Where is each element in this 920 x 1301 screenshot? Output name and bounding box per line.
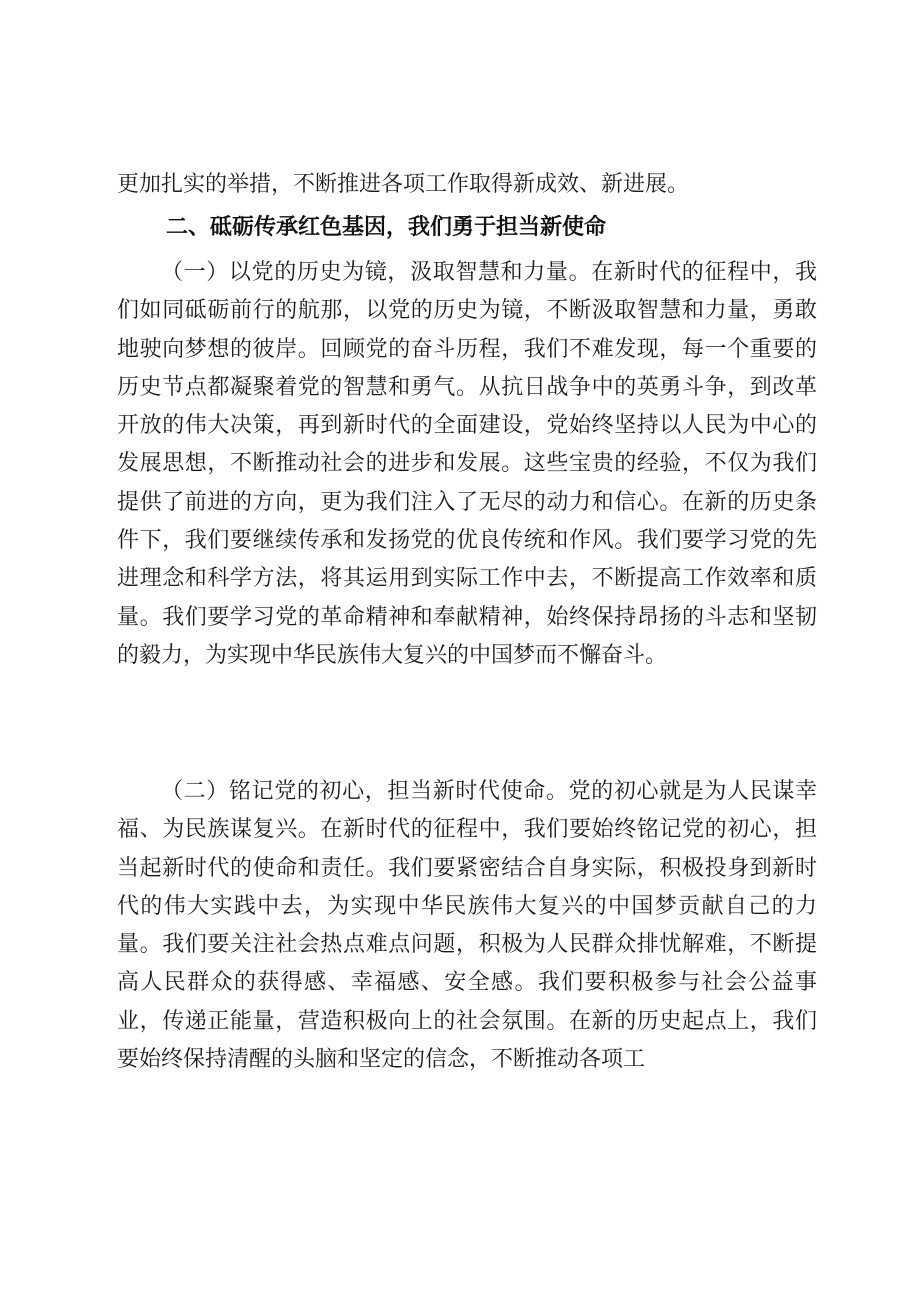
- continuation-line: 更加扎实的举措，不断推进各项工作取得新成效、新进展。: [117, 172, 690, 197]
- paragraph-1: （一）以党的历史为镜，汲取智慧和力量。在新时代的征程中，我们如同砥砺前行的航那，以党的历史为镜，不断汲取智慧和力量，勇敢地驶向梦想的彼岸。回顾党的奋斗历程，我们不难发现，每一个重要的历史节点都凝聚着党的智慧和勇气。从抗日战争中的英勇斗争，到改革开放的伟大决策，再到新时代的全面建设，党始终坚持以人民为中心的发展思想，不断推动社会的进步和发展。这些宝贵的经验，不仅为我们提供了前进的方向，更为我们注入了无尽的动力和信心。在新的历史条件下，我们要继续传承和发扬党的优良传统和作风。我们要学习党的先进理念和科学方法，将其运用到实际工作中去，不断提高工作效率和质量。我们要学习党的革命精神和奉献精神，始终保持昂扬的斗志和坚韧的毅力，为实现中华民族伟大复兴的中国梦而不懈奋斗。: [117, 260, 817, 668]
- paragraph-2: （二）铭记党的初心，担当新时代使命。党的初心就是为人民谋幸福、为民族谋复兴。在新时代的征程中，我们要始终铭记党的初心，担当起新时代的使命和责任。我们要紧密结合自身实际，积极投身到新时代的伟大实践中去，为实现中华民族伟大复兴的中国梦贡献自己的力量。我们要关注社会热点难点问题，积极为人民群众排忧解难，不断提高人民群众的获得感、幸福感、安全感。我们要积极参与社会公益事业，传递正能量，营造积极向上的社会氛围。在新的历史起点上，我们要始终保持清醒的头脑和坚定的信念，不断推动各项工: [117, 779, 817, 1073]
- section-heading: 二、砥砺传承红色基因，我们勇于担当新使命: [166, 215, 607, 240]
